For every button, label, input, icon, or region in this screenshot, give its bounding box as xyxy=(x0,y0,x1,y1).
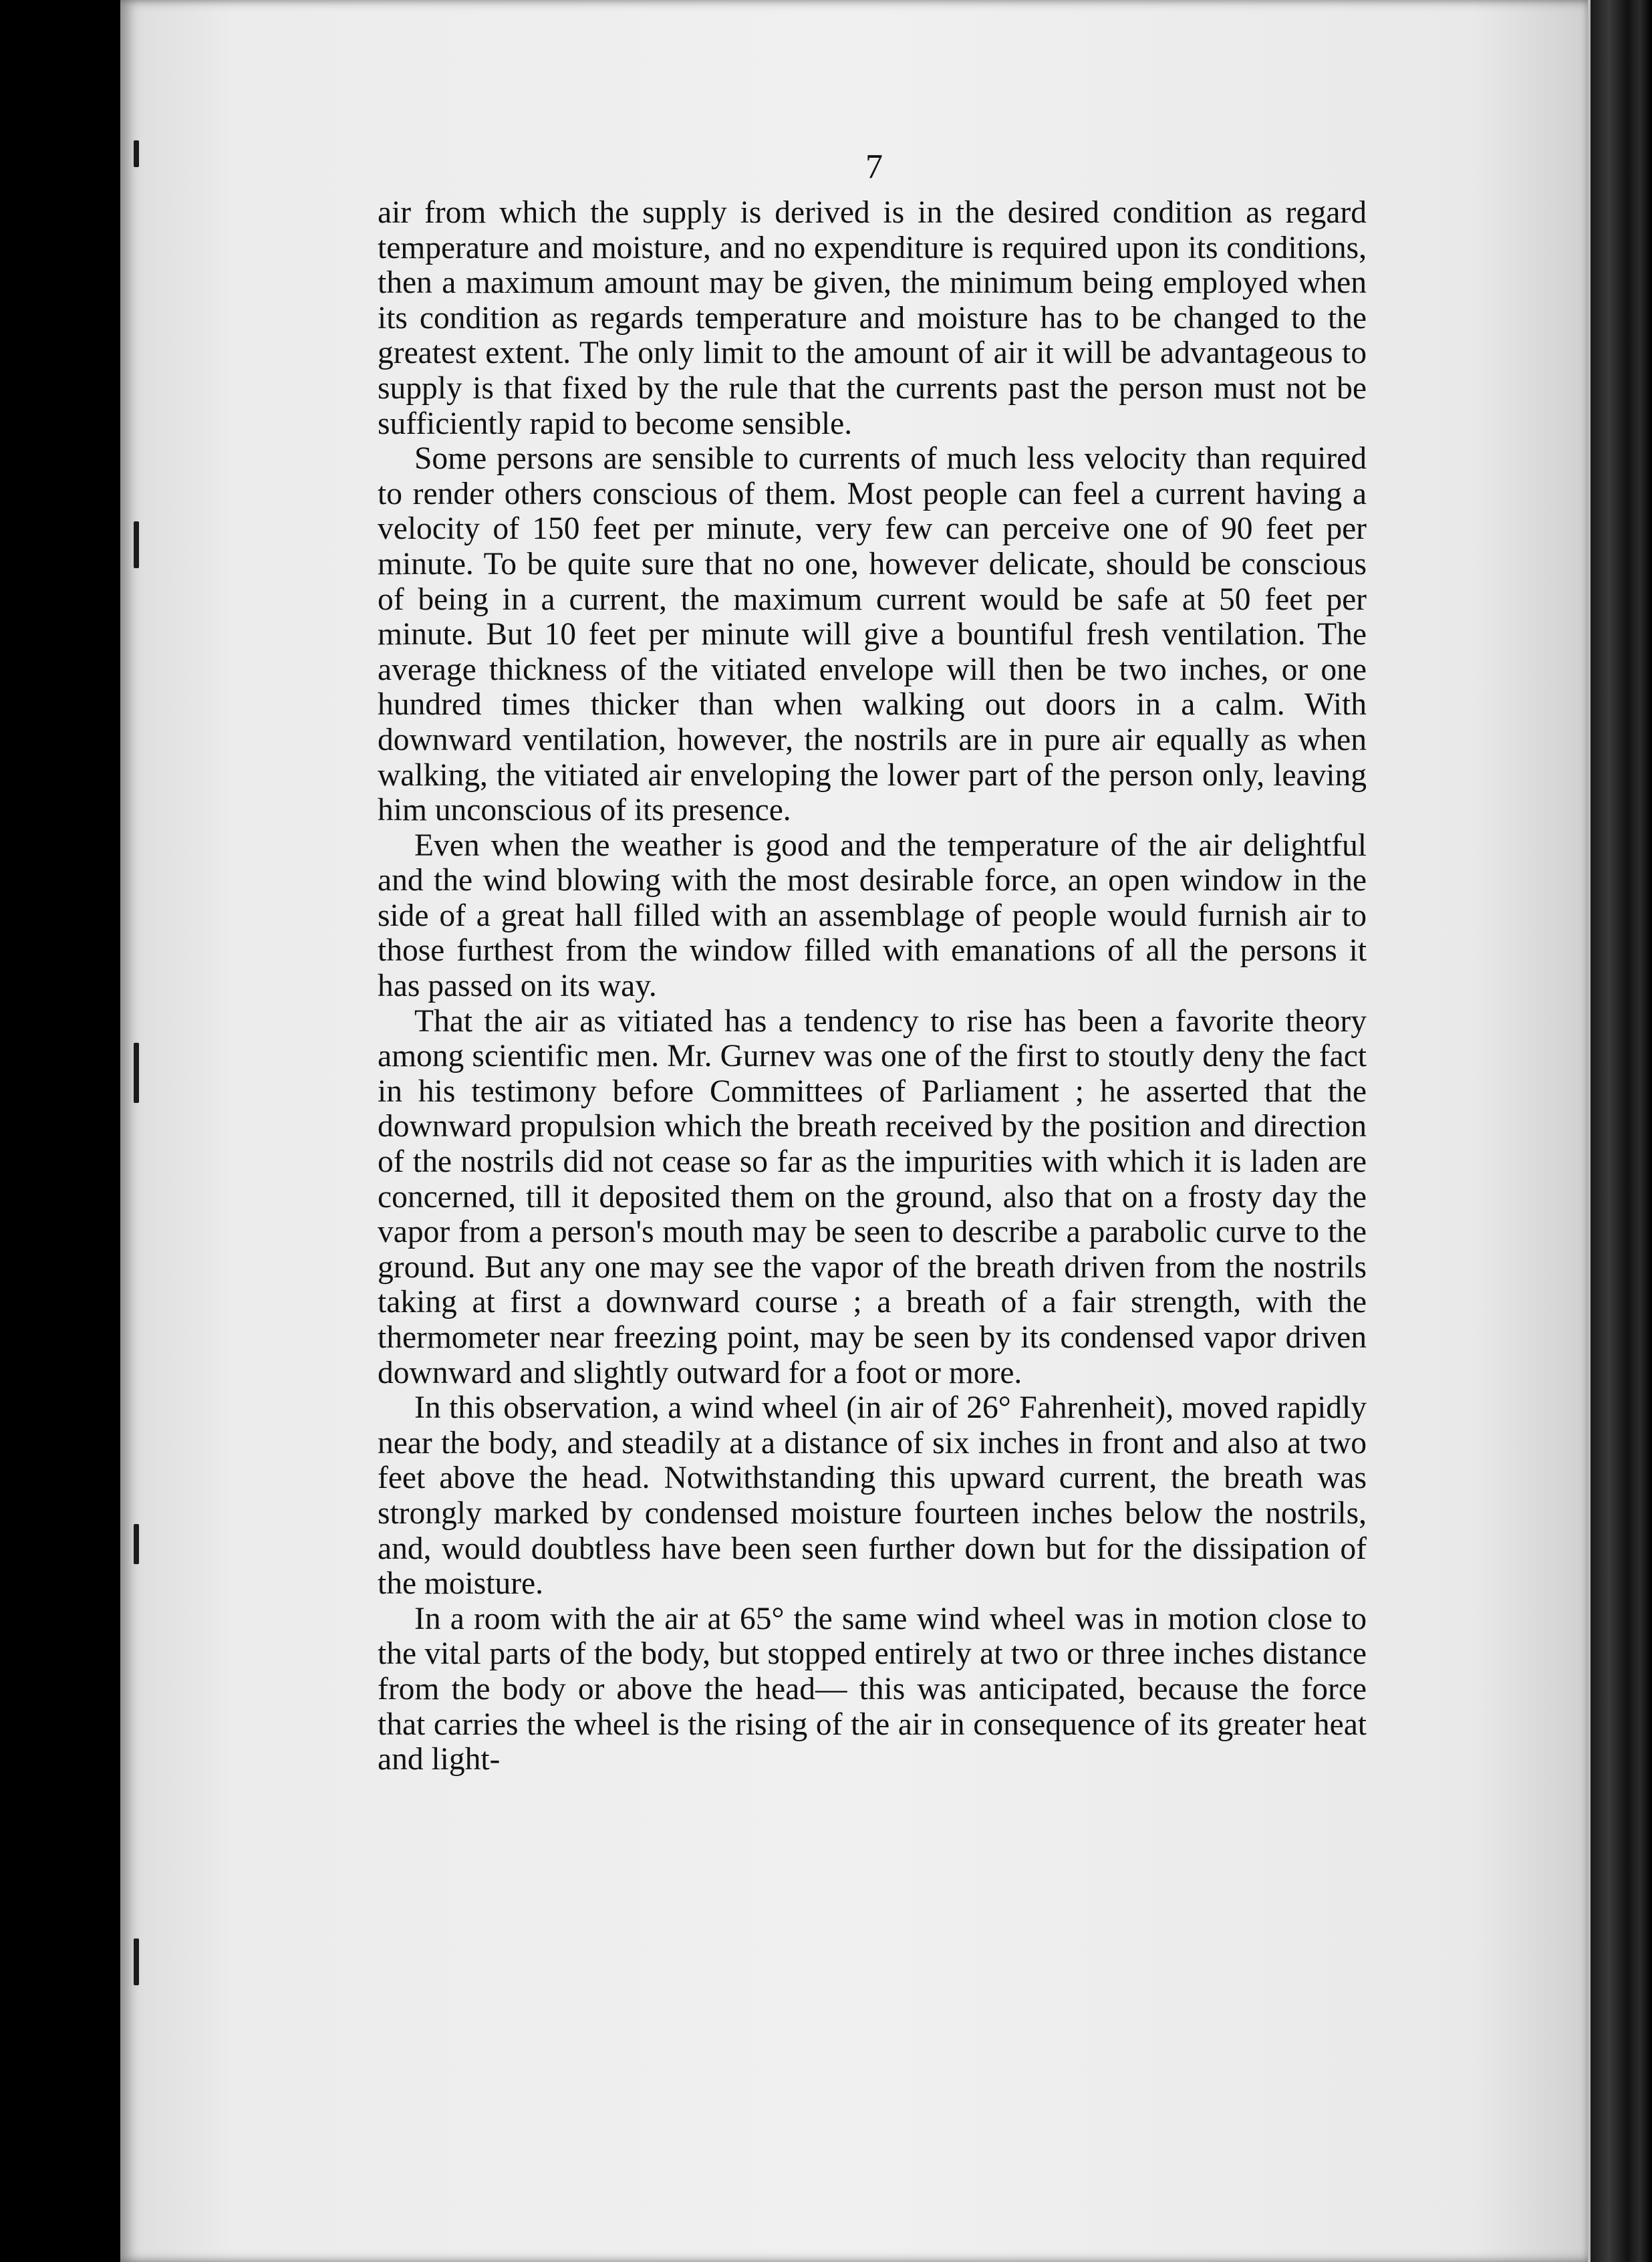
paragraph: In a room with the air at 65° the same wind wheel was in motion close to the vital parts of the body, but stopped entirely at two or three inches distance from the body or above the head— this was anticipated, because the force that carries the wheel is the rising of the air in consequence of its greater heat and light- xyxy=(378,1601,1367,1777)
paragraph: That the air as vitiated has a tendency to rise has been a favorite theory among scientific men. Mr. Gurnev was one of the first to stoutly deny the fact in his testimony before Committees of Parliament ; he asserted that the downward propulsion which the breath received by the position and direction of the nostrils did not cease so far as the impurities with which it is laden are concerned, till it deposited them on the ground, also that on a frosty day the vapor from a person's mouth may be seen to describe a parabolic curve to the ground. But any one may see the vapor of the breath driven from the nostrils taking at first a downward course ; a breath of a fair strength, with the thermometer near freezing point, may be seen by its condensed vapor driven downward and slightly outward for a foot or more. xyxy=(378,1003,1367,1390)
body-text xyxy=(378,195,1367,1777)
paragraph: Some persons are sensible to currents of much less velocity than required to render others conscious of them. Most people can feel a current having a velocity of 150 feet per minute, very few can perceive one of 90 feet per minute. To be quite sure that no one, however delicate, should be conscious of being in a current, the maximum current would be safe at 50 feet per minute. But 10 feet per minute will give a bountiful fresh ventilation. The average thickness of the vitiated envelope will then be two inches, or one hundred times thicker than when walking out doors in a calm. With downward ventilation, however, the nostrils are in pure air equally as when walking, the vitiated air enveloping the lower part of the person only, leaving him unconscious of its presence. xyxy=(378,441,1367,828)
page-number: 7 xyxy=(865,148,883,186)
paragraph: In this observation, a wind wheel (in air of 26° Fahrenheit), moved rapidly near the body, and steadily at a distance of six inches in front and also at two feet above the head. Notwithstanding this upward current, the breath was strongly marked by condensed moisture fourteen inches below the nostrils, and, would doubtless have been seen further down but for the dissipation of the moisture. xyxy=(378,1390,1367,1602)
paragraph: air from which the supply is derived is in the desired condition as regard temperature and moisture, and no expenditure is required upon its conditions, then a maximum amount may be given, the minimum being employed when its condition as regards temperature and moisture has to be changed to the greatest extent. The only limit to the amount of air it will be advantageous to supply is that fixed by the rule that the currents past the person must not be sufficiently rapid to become sensible. xyxy=(378,195,1367,441)
paragraph: Even when the weather is good and the temperature of the air delightful and the wind blowing with the most desirable force, an open window in the side of a great hall filled with an assemblage of people would furnish air to those furthest from the window filled with emanations of all the persons it has passed on its way. xyxy=(378,828,1367,1004)
binding-edge xyxy=(126,0,146,2262)
book-edge xyxy=(1591,0,1652,2262)
